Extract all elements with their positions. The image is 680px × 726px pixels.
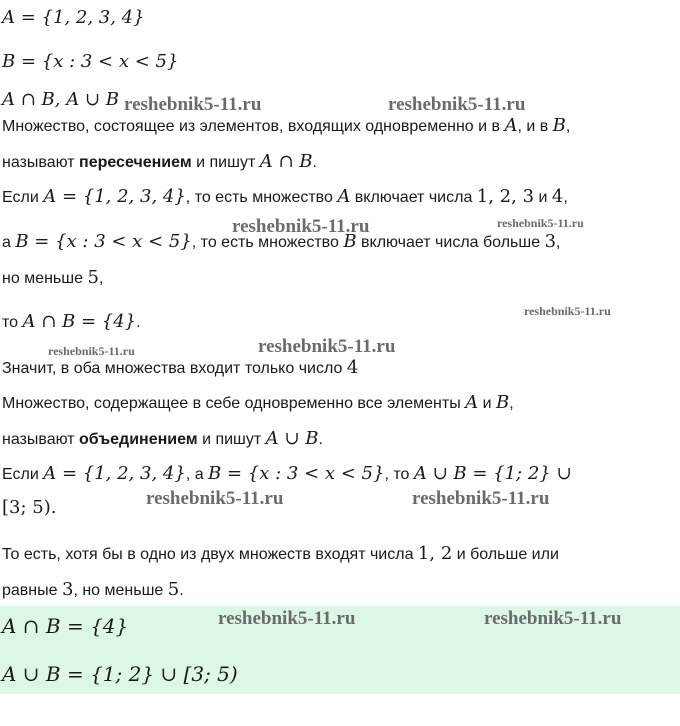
text: но меньше <box>2 270 88 287</box>
watermark: reshebnik5-11.ru <box>48 344 135 358</box>
text: , то есть множество <box>191 234 344 251</box>
watermark: reshebnik5-11.ru <box>258 336 396 357</box>
set-b-definition: B = {x : 3 < x < 5} <box>2 51 179 72</box>
text: а <box>2 234 16 251</box>
text: , то <box>384 466 414 483</box>
text: . <box>179 582 184 599</box>
text: Множество, содержащее в себе одновременно все элементы <box>2 395 466 412</box>
paragraph-intersection-result <box>2 310 141 335</box>
paragraph-intersection-term <box>2 150 317 175</box>
text: и пишут <box>191 154 260 171</box>
paragraph-union-explain-end <box>2 578 184 603</box>
math: A ∪ B <box>265 428 319 449</box>
watermark: reshebnik5-11.ru <box>218 608 356 629</box>
text: Если <box>2 466 44 483</box>
text: , но меньше <box>73 582 168 599</box>
text: То есть, хотя бы в одно из двух множеств входят числа <box>2 546 418 563</box>
math: B <box>552 115 566 136</box>
term-union: объединением <box>79 431 198 448</box>
watermark: reshebnik5-11.ru <box>232 216 370 237</box>
watermark: reshebnik5-11.ru <box>412 488 550 509</box>
math: A <box>337 186 351 207</box>
paragraph-intersection-definition <box>2 114 570 139</box>
text: и пишут <box>197 431 266 448</box>
text: , то есть множество <box>185 189 338 206</box>
math: A ∪ B = {1; 2} ∪ <box>413 463 572 484</box>
text: , и в <box>517 118 553 135</box>
paragraph-union-term <box>2 427 323 452</box>
text: равные <box>2 582 62 599</box>
text: . <box>312 154 317 171</box>
watermark: reshebnik5-11.ru <box>497 216 584 230</box>
union-continuation: [3; 5). <box>2 497 57 518</box>
paragraph-less-than-5 <box>2 266 103 291</box>
text: , <box>509 395 514 412</box>
math: A ∩ B = {4} <box>22 311 137 332</box>
text: и <box>534 189 552 206</box>
math: A <box>504 115 518 136</box>
math: 4 <box>346 357 359 378</box>
math: B <box>495 392 510 413</box>
text: . <box>318 431 323 448</box>
math: A = {1, 2, 3, 4} <box>43 186 186 207</box>
paragraph-if-a <box>2 185 568 210</box>
math: 4 <box>551 186 564 207</box>
text: Если <box>2 189 44 206</box>
text: называют <box>2 431 80 448</box>
text: , <box>565 118 571 135</box>
text: включает числа больше <box>356 234 545 251</box>
watermark: reshebnik5-11.ru <box>146 488 284 509</box>
text: то <box>2 314 23 331</box>
watermark: reshebnik5-11.ru <box>124 94 262 115</box>
math: B = {x : 3 < x < 5} <box>208 463 385 484</box>
text: Множество, состоящее из элементов, входящих одновременно и в <box>2 118 505 135</box>
answer-intersection: A ∩ B = {4} <box>2 614 129 638</box>
text: , а <box>185 466 209 483</box>
math: B = {x : 3 < x < 5} <box>15 231 192 252</box>
math: B <box>343 231 357 252</box>
term-intersection: пересечением <box>79 154 192 171</box>
text: Значит, в оба множества входит только число <box>2 360 347 377</box>
math: 5 <box>167 579 180 600</box>
paragraph-union-example <box>2 462 572 487</box>
text: включает числа <box>350 189 477 206</box>
text: , <box>556 234 561 251</box>
text: и <box>478 395 496 412</box>
set-a-definition: A = {1, 2, 3, 4} <box>2 7 145 28</box>
math: 3 <box>544 231 557 252</box>
math: 1, 2, 3 <box>476 186 535 207</box>
text: , <box>563 189 568 206</box>
watermark: reshebnik5-11.ru <box>524 304 611 318</box>
text: и больше или <box>452 546 559 563</box>
text: , <box>98 270 104 287</box>
paragraph-conclusion-intersection <box>2 356 358 381</box>
task-statement: A ∩ B, A ∪ B <box>2 89 119 110</box>
math: 1, 2 <box>417 543 453 564</box>
watermark: reshebnik5-11.ru <box>388 94 526 115</box>
paragraph-union-explain <box>2 542 559 567</box>
watermark: reshebnik5-11.ru <box>484 608 622 629</box>
math: A ∩ B <box>259 151 313 172</box>
paragraph-union-definition <box>2 391 514 416</box>
text: называют <box>2 154 80 171</box>
answer-union: A ∪ B = {1; 2} ∪ [3; 5) <box>2 662 238 686</box>
text: . <box>136 314 141 331</box>
math: 5 <box>87 267 99 288</box>
math: A = {1, 2, 3, 4} <box>43 463 186 484</box>
math: A <box>465 392 479 413</box>
math: 3 <box>61 579 74 600</box>
